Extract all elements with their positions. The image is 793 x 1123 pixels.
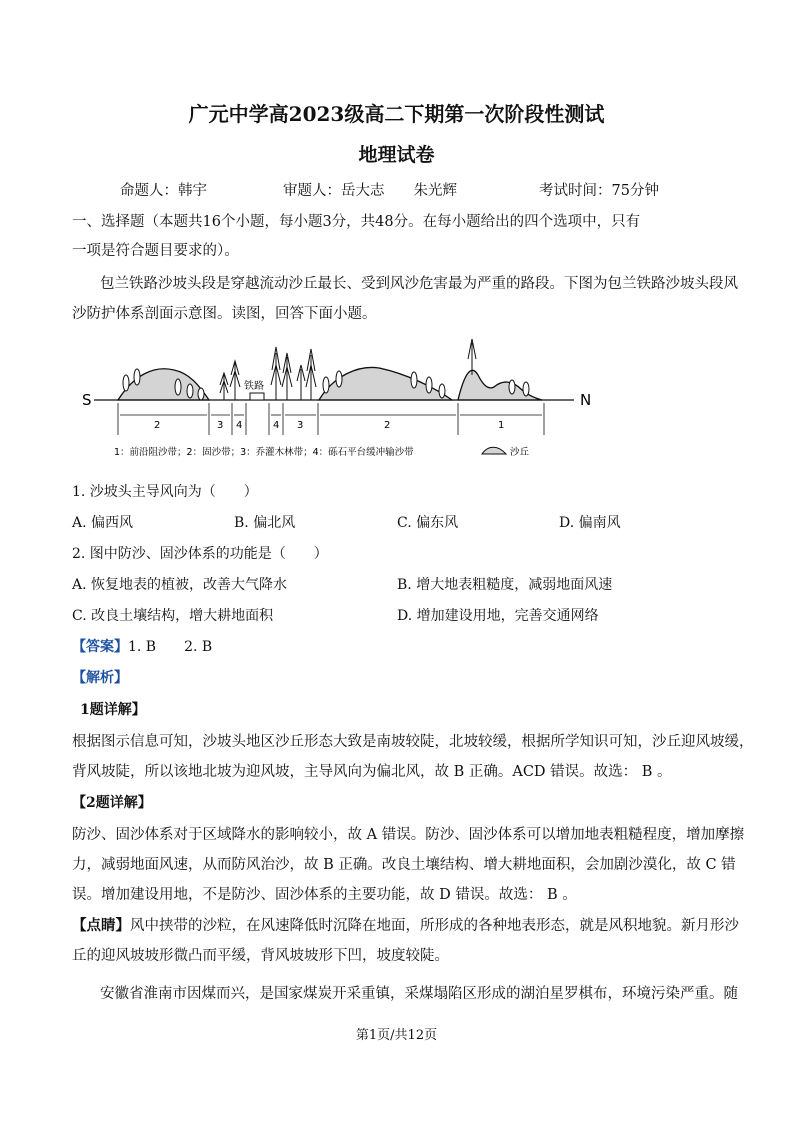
q2-option-d: D. 增加建设用地，完善交通网络 xyxy=(397,608,599,624)
exam-title: 广元中学高2023级高二下期第一次阶段性测试 xyxy=(188,102,605,126)
q2-detail-line3: 误。增加建设用地，不是防沙、固沙体系的主要功能，故 D 错误。故选： B 。 xyxy=(72,887,577,903)
analysis-label: 【解析】 xyxy=(72,670,128,686)
q1-option-c: C. 偏东风 xyxy=(397,515,459,531)
north-label: N xyxy=(580,391,592,409)
left-dune xyxy=(118,369,209,400)
zone-label: 1 xyxy=(498,420,505,431)
q1-option-d: D. 偏南风 xyxy=(559,515,621,531)
front-dune-1 xyxy=(458,370,542,400)
figure-legend: 1：前沿阻沙带；2：固沙带；3：乔灌木林带；4：砾石平台缓冲输沙带 xyxy=(114,447,414,458)
section-heading-line1: 一、选择题（本题共16个小题，每小题3分，共48分。在每小题给出的四个选项中，只有 xyxy=(72,214,641,230)
exam-time: 考试时间：75分钟 xyxy=(539,183,659,199)
q2-detail-line2: 力，减弱地面风速，从而防风治沙，故 B 正确。改良土壤结构、增大耕地面积，会加剧沙漠化，故 C 错 xyxy=(72,857,736,873)
subject-title: 地理试卷 xyxy=(358,144,435,166)
answer-row xyxy=(72,636,212,656)
zone-label: 4 xyxy=(273,420,280,431)
q1-option-a: A. 偏西风 xyxy=(72,515,134,531)
south-label: S xyxy=(82,391,92,409)
q2-option-b: B. 增大地表粗糙度，减弱地面风速 xyxy=(397,577,613,593)
dune-legend-label: 沙丘 xyxy=(510,447,530,458)
zone-label: 3 xyxy=(217,420,224,431)
q2-detail-label: 【2题详解】 xyxy=(72,795,152,811)
q1-option-b: B. 偏北风 xyxy=(234,515,296,531)
q1-detail-line1: 根据图示信息可知，沙坡头地区沙丘形态大致是南坡较陡，北坡较缓，根据所学知识可知，沙丘迎风坡缓， xyxy=(72,734,754,750)
q2-detail-line1: 防沙、固沙体系对于区域降水的影响较小，故 A 错误。防沙、固沙体系可以增加地表粗糙程度，增加摩擦 xyxy=(72,827,745,843)
tip-line1 xyxy=(72,914,739,935)
zone-label: 2 xyxy=(154,420,161,431)
zone-label: 2 xyxy=(384,420,391,431)
passage-line1: 包兰铁路沙坡头段是穿越流动沙丘最长、受到风沙危害最为严重的路段。下图为包兰铁路沙坡头段风 xyxy=(100,276,738,292)
next-passage-line1: 安徽省淮南市因煤而兴，是国家煤炭开采重镇，采煤塌陷区形成的湖泊星罗棋布，环境污染严重。随 xyxy=(100,986,738,1002)
dune-legend-icon xyxy=(482,447,506,454)
answer-text: 1. B 2. B xyxy=(128,639,213,655)
q2-option-c: C. 改良土壤结构，增大耕地面积 xyxy=(72,608,274,624)
tip-label: 【点睛】 xyxy=(72,917,130,934)
sand-protection-profile-figure xyxy=(74,335,614,465)
setter-info: 命题人：韩宇 xyxy=(120,183,207,199)
railway-platform xyxy=(250,393,264,400)
q2-option-a: A. 恢复地表的植被，改善大气降水 xyxy=(72,577,288,593)
question-2-stem: 2. 图中防沙、固沙体系的功能是（ ） xyxy=(72,546,328,562)
tip-line2: 丘的迎风坡坡形微凸而平缓，背风坡坡形下凹，坡度较陡。 xyxy=(72,948,449,964)
page-footer: 第1页/共12页 xyxy=(355,1028,438,1043)
q1-detail-label: 1题详解】 xyxy=(80,702,146,718)
question-1-stem: 1. 沙坡头主导风向为（ ） xyxy=(72,484,258,500)
railway-label: 铁路 xyxy=(244,381,264,392)
answer-label: 【答案】 xyxy=(72,639,128,655)
tip-text-1: 风中挟带的沙粒，在风速降低时沉降在地面，所形成的各种地表形态，就是风积地貌。新月形沙 xyxy=(130,918,739,934)
passage-line2: 沙防护体系剖面示意图。读图，回答下面小题。 xyxy=(72,306,377,322)
zone-label: 4 xyxy=(236,420,243,431)
reviewer-info: 审题人：岳大志 朱光辉 xyxy=(283,183,457,199)
zone-label: 3 xyxy=(297,420,304,431)
q1-detail-line2: 背风坡陡，所以该地北坡为迎风坡，主导风向为偏北风，故 B 正确。ACD 错误。故选： B 。 xyxy=(72,764,672,780)
section-heading-line2: 一项是符合题目要求的）。 xyxy=(72,243,239,259)
